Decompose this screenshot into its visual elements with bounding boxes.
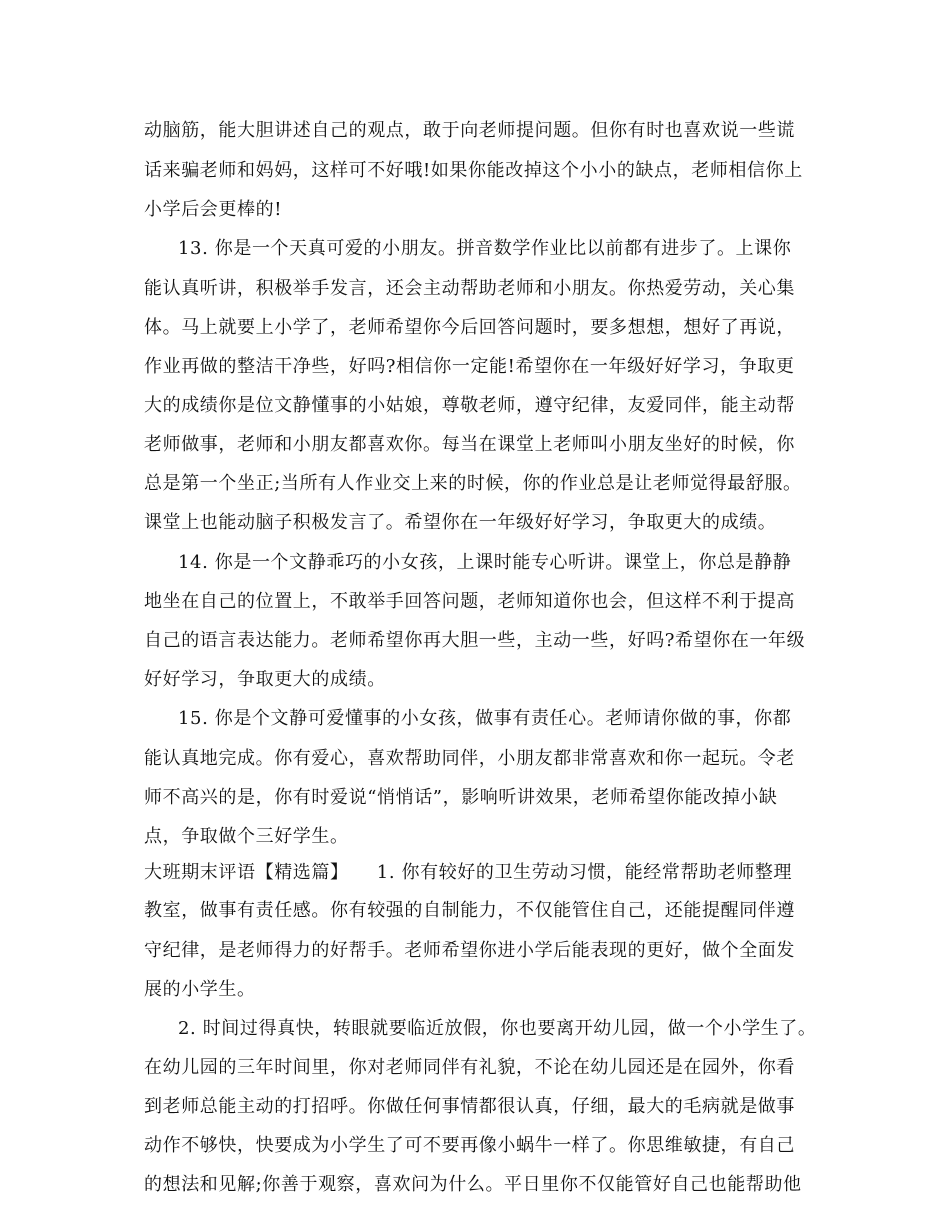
text-line: 能认真听讲，积极举手发言，还会主动帮助老师和小朋友。你热爱劳动，关心集 <box>144 278 795 299</box>
text-line: 能认真地完成。你有爱心，喜欢帮助同伴，小朋友都非常喜欢和你一起玩。令老 <box>144 748 795 769</box>
text-line: 地坐在自己的位置上，不敢举手回答问题，老师知道你也会，但这样不利于提高 <box>144 591 795 612</box>
text-line: 体。马上就要上小学了，老师希望你今后回答问题时，要多想想，想好了再说， <box>144 317 795 338</box>
text-line: 话来骗老师和妈妈，这样可不好哦!如果你能改掉这个小小的缺点，老师相信你上 <box>144 160 803 181</box>
text-line: 15. 你是个文静可爱懂事的小女孩，做事有责任心。老师请你做的事，你都 <box>178 708 792 729</box>
text-line: 课堂上也能动脑子积极发言了。希望你在一年级好好学习，争取更大的成绩。 <box>144 512 777 533</box>
text-line: 大的成绩你是位文静懂事的小姑娘，尊敬老师，遵守纪律，友爱同伴，能主动帮 <box>144 395 795 416</box>
text-line: 的想法和见解;你善于观察，喜欢问为什么。平日里你不仅能管好自己也能帮助他 <box>144 1174 802 1195</box>
text-line: 总是第一个坐正;当所有人作业交上来的时候，你的作业总是让老师觉得最舒服。 <box>144 473 802 494</box>
text-line: 师不高兴的是，你有时爱说“悄悄话”，影响听讲效果，老师希望你能改掉小缺 <box>144 787 778 808</box>
text-line: 14. 你是一个文静乖巧的小女孩，上课时能专心听讲。课堂上，你总是静静 <box>178 552 792 573</box>
text-line: 好好学习，争取更大的成绩。 <box>144 669 386 690</box>
text-line: 13. 你是一个天真可爱的小朋友。拼音数学作业比以前都有进步了。上课你 <box>178 238 792 259</box>
text-line: 2. 时间过得真快，转眼就要临近放假，你也要离开幼儿园，做一个小学生了。 <box>178 1018 817 1039</box>
text-line: 在幼儿园的三年时间里，你对老师同伴有礼貌，不论在幼儿园还是在园外，你看 <box>144 1057 795 1078</box>
text-line: 守纪律，是老师得力的好帮手。老师希望你进小学后能表现的更好，做个全面发 <box>144 940 795 961</box>
section-heading-line: 大班期末评语【精选篇】 1. 你有较好的卫生劳动习惯，能经常帮助老师整理 <box>144 862 793 883</box>
text-line: 展的小学生。 <box>144 979 256 1000</box>
text-line: 老师做事，老师和小朋友都喜欢你。每当在课堂上老师叫小朋友坐好的时候，你 <box>144 434 795 455</box>
text-line: 动作不够快，快要成为小学生了可不要再像小蜗牛一样了。你思维敏捷，有自己 <box>144 1135 795 1156</box>
text-line: 到老师总能主动的打招呼。你做任何事情都很认真，仔细，最大的毛病就是做事 <box>144 1096 795 1117</box>
text-line: 小学后会更棒的! <box>144 199 283 220</box>
text-line: 教室，做事有责任感。你有较强的自制能力，不仅能管住自己，还能提醒同伴遵 <box>144 900 795 921</box>
text-line: 点，争取做个三好学生。 <box>144 826 349 847</box>
text-line: 自己的语言表达能力。老师希望你再大胆一些，主动一些，好吗?希望你在一年级 <box>144 630 806 651</box>
text-line: 动脑筋，能大胆讲述自己的观点，敢于向老师提问题。但你有时也喜欢说一些谎 <box>144 120 795 141</box>
text-line: 作业再做的整洁干净些，好吗?相信你一定能!希望你在一年级好好学习，争取更 <box>144 356 795 377</box>
